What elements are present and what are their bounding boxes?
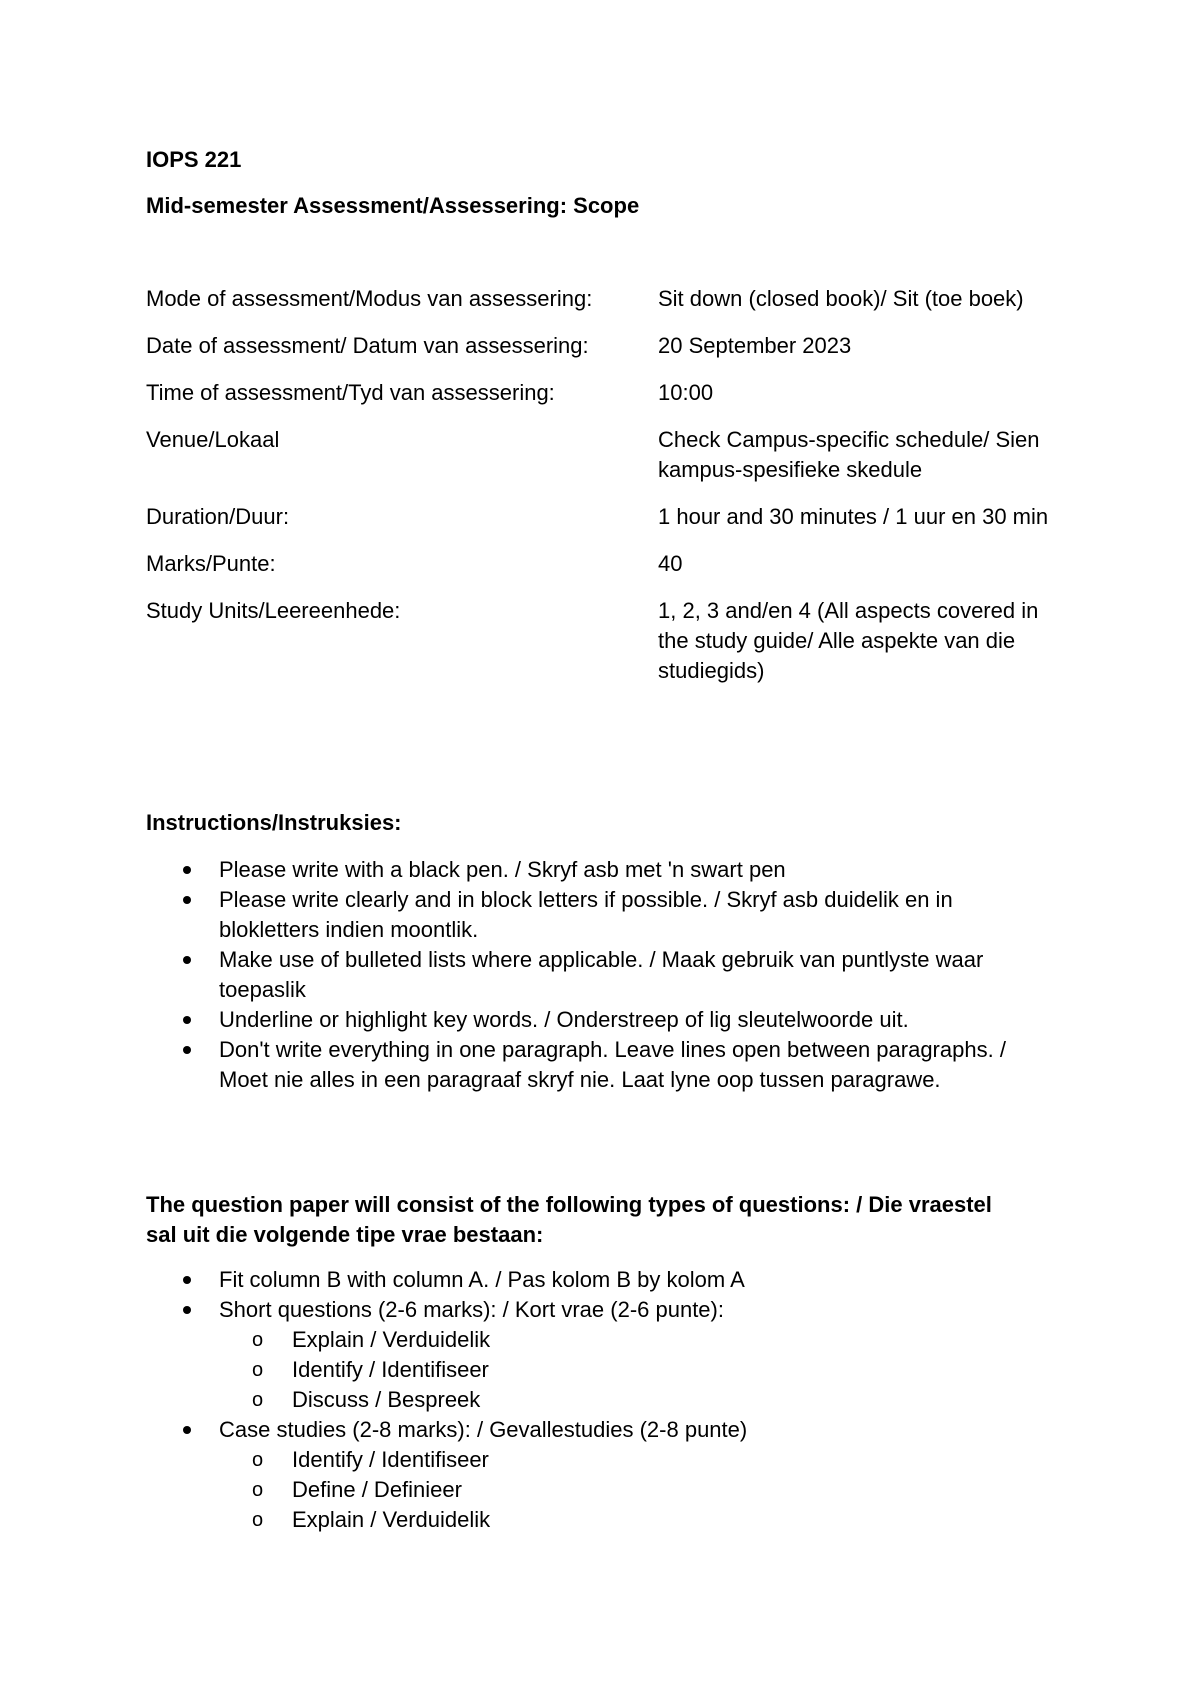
detail-label: Venue/Lokaal	[146, 427, 280, 452]
detail-row-time	[146, 378, 1066, 408]
course-code: IOPS 221	[146, 147, 242, 172]
question-types-heading: The question paper will consist of the following types of questions: / Die vraestel sal uit die volgende tipe vrae bestaan:	[146, 1192, 992, 1247]
circle-bullet-icon: o	[252, 1479, 264, 1501]
detail-value: 1, 2, 3 and/en 4 (All aspects covered in the study guide/ Alle aspekte van die studiegids)	[658, 598, 1039, 683]
sub-list-item	[219, 1325, 1059, 1355]
list-item-text: Case studies (2-8 marks): / Gevallestudies (2-8 punte)	[219, 1417, 748, 1442]
detail-row-study-units	[146, 596, 1066, 686]
list-item	[146, 1035, 1059, 1095]
instructions-list	[146, 855, 1066, 1095]
bullet-icon	[183, 1016, 191, 1024]
bullet-icon	[183, 866, 191, 874]
detail-label: Date of assessment/ Datum van assessering:	[146, 333, 589, 358]
detail-row-marks	[146, 549, 1066, 579]
list-item	[146, 1265, 1059, 1295]
list-item-text: Short questions (2-6 marks): / Kort vrae (2-6 punte):	[219, 1297, 724, 1322]
question-types-list	[146, 1265, 1066, 1535]
detail-row-venue	[146, 425, 1066, 485]
instructions-heading: Instructions/Instruksies:	[146, 810, 402, 835]
sub-list-item	[219, 1445, 1059, 1475]
bullet-icon	[183, 1276, 191, 1284]
list-item	[146, 1415, 1059, 1535]
detail-value: 10:00	[658, 380, 714, 405]
detail-label: Marks/Punte:	[146, 551, 276, 576]
list-item	[146, 855, 1059, 885]
bullet-icon	[183, 956, 191, 964]
assessment-details-table	[146, 284, 1066, 703]
bullet-icon	[183, 1046, 191, 1054]
detail-label: Duration/Duur:	[146, 504, 290, 529]
sub-list-item-text: Identify / Identifiseer	[292, 1357, 489, 1382]
detail-label: Study Units/Leereenhede:	[146, 598, 401, 623]
detail-row-date	[146, 331, 1066, 361]
sub-list-item	[219, 1385, 1059, 1415]
list-item	[146, 885, 1059, 945]
detail-row-duration	[146, 502, 1066, 532]
detail-value: 20 September 2023	[658, 333, 852, 358]
list-item	[146, 1295, 1059, 1415]
sub-list-item-text: Define / Definieer	[292, 1477, 462, 1502]
circle-bullet-icon: o	[252, 1359, 264, 1381]
sub-list	[219, 1325, 1059, 1415]
sub-list-item-text: Explain / Verduidelik	[292, 1327, 491, 1352]
sub-list-item-text: Discuss / Bespreek	[292, 1387, 481, 1412]
detail-row-mode	[146, 284, 1066, 314]
bullet-icon	[183, 1306, 191, 1314]
detail-value: 1 hour and 30 minutes / 1 uur en 30 min	[658, 504, 1049, 529]
sub-list-item-text: Identify / Identifiseer	[292, 1447, 489, 1472]
sub-list-item-text: Explain / Verduidelik	[292, 1507, 491, 1532]
list-item	[146, 945, 1059, 1005]
bullet-icon	[183, 896, 191, 904]
detail-label: Mode of assessment/Modus van assessering:	[146, 286, 593, 311]
sub-list-item	[219, 1505, 1059, 1535]
circle-bullet-icon: o	[252, 1389, 264, 1411]
document-page	[146, 0, 1066, 1698]
list-item	[146, 1005, 1059, 1035]
detail-label: Time of assessment/Tyd van assessering:	[146, 380, 555, 405]
list-item-text: Don't write everything in one paragraph. Leave lines open between paragraphs. / Moet nie alles in een paragraaf skryf nie. Laat lyne oop tussen paragrawe.	[219, 1037, 1006, 1092]
detail-value: 40	[658, 551, 683, 576]
bullet-icon	[183, 1426, 191, 1434]
document-title: Mid-semester Assessment/Assessering: Scope	[146, 193, 640, 218]
sub-list-item	[219, 1475, 1059, 1505]
list-item-text: Please write clearly and in block letters if possible. / Skryf asb duidelik en in blokletters indien moontlik.	[219, 887, 953, 942]
sub-list-item	[219, 1355, 1059, 1385]
list-item-text: Fit column B with column A. / Pas kolom B by kolom A	[219, 1267, 745, 1292]
detail-value: Check Campus-specific schedule/ Sien kampus-spesifieke skedule	[658, 427, 1040, 482]
circle-bullet-icon: o	[252, 1449, 264, 1471]
list-item-text: Make use of bulleted lists where applicable. / Maak gebruik van puntlyste waar toepaslik	[219, 947, 984, 1002]
list-item-text: Underline or highlight key words. / Onderstreep of lig sleutelwoorde uit.	[219, 1007, 909, 1032]
circle-bullet-icon: o	[252, 1509, 264, 1531]
list-item-text: Please write with a black pen. / Skryf asb met 'n swart pen	[219, 857, 786, 882]
detail-value: Sit down (closed book)/ Sit (toe boek)	[658, 286, 1024, 311]
sub-list	[219, 1445, 1059, 1535]
circle-bullet-icon: o	[252, 1329, 264, 1351]
